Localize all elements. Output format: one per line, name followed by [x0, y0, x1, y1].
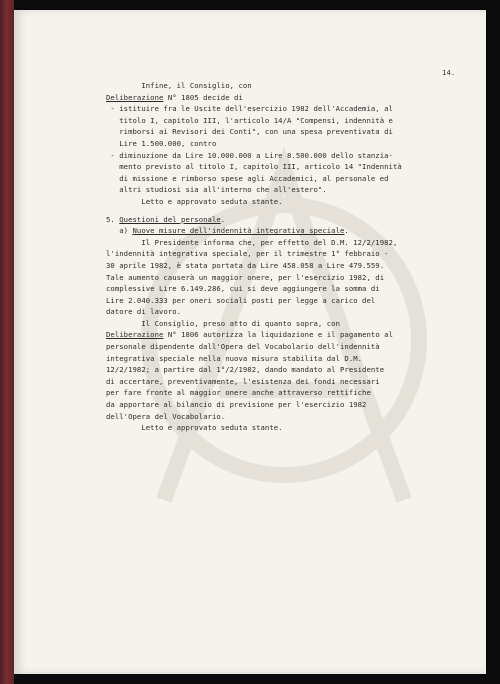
text-line — [106, 103, 476, 115]
line-text: 30 aprile 1982, è stata portata da Lire 458.058 a Lire 479.559. — [106, 260, 385, 270]
text-line — [106, 353, 476, 365]
line-text: Il Consiglio, preso atto di quanto sopra, con — [106, 318, 340, 328]
line-text: . — [344, 226, 349, 236]
text-line — [106, 126, 476, 138]
line-text: N° 1806 autorizza la liquidazione e il pagamento al — [163, 330, 393, 340]
text-line — [106, 376, 476, 388]
line-text: N° 1805 decide di — [163, 92, 243, 102]
line-text: mento previsto al titolo I, capitolo III, articolo 14 "Indennità — [106, 162, 402, 172]
page-number: 14. — [442, 68, 456, 77]
text-line — [106, 161, 476, 173]
line-text: altri studiosi sia all'interno che all'estero". — [106, 185, 327, 195]
text-line — [106, 295, 476, 307]
text-line — [106, 364, 476, 376]
text-line — [106, 318, 476, 330]
line-text: dell'Opera del Vocabolario. — [106, 411, 226, 421]
underlined-heading: Nuove misure dell'indennità integrativa speciale — [132, 226, 345, 236]
underlined-heading: Deliberazione — [106, 330, 164, 340]
line-text: . — [220, 214, 226, 224]
document-body — [106, 80, 476, 434]
line-prefix: a) — [106, 226, 133, 236]
line-text: complessive Lire 6.149.286, cui si deve aggiungere la somma di — [106, 284, 380, 294]
book-spine — [0, 0, 14, 684]
text-line — [106, 306, 476, 318]
line-text: di accertare, preventivamente, l'esistenza dei fondi necessari — [106, 376, 380, 386]
line-text: Lire 1.500.000, contro — [106, 138, 217, 148]
text-line — [106, 248, 476, 260]
text-line — [106, 399, 476, 411]
line-text: Il Presidente informa che, per effetto del D.M. 12/2/1982, — [106, 237, 398, 247]
line-text: l'indennità integrativa speciale, per il trimestre 1° febbraio - — [106, 249, 389, 259]
text-line — [106, 272, 476, 284]
line-text: 12/2/1982; a partire dal 1°/2/1982, dando mandato al Presidente — [106, 365, 385, 375]
underlined-heading: Questioni del personale — [119, 214, 221, 224]
line-text: personale dipendente dall'Opera del Vocabolario dell'indennità — [106, 342, 380, 352]
line-text: rimborsi ai Revisori dei Conti", con una spesa preventivata di — [106, 127, 393, 137]
text-line — [106, 80, 476, 92]
line-text: datore di lavoro. — [106, 307, 182, 317]
line-text: Infine, il Consiglio, con — [106, 81, 252, 90]
text-line — [106, 329, 476, 341]
document-page — [14, 10, 486, 674]
text-line — [106, 138, 476, 150]
line-text: da apportare al bilancio di previsione per l'esercizio 1982 — [106, 400, 367, 410]
text-line — [106, 173, 476, 185]
text-line — [106, 115, 476, 127]
text-line — [106, 214, 476, 226]
text-line — [106, 260, 476, 272]
line-text: - istituire fra le Uscite dell'esercizio 1982 dell'Accademia, al — [106, 104, 393, 114]
line-prefix: 5. — [106, 214, 120, 224]
text-line — [106, 422, 476, 434]
text-line — [106, 150, 476, 162]
line-text: Letto e approvato seduta stante. — [106, 423, 283, 433]
text-line — [106, 196, 476, 208]
text-line — [106, 184, 476, 196]
line-text: Letto e approvato seduta stante. — [106, 196, 283, 206]
line-text: integrativa speciale nella nuova misura stabilita dal D.M. — [106, 353, 363, 363]
text-line — [106, 225, 476, 237]
text-line — [106, 387, 476, 399]
line-text: titolo I, capitolo III, l'articolo 14/A "Compensi, indennità e — [106, 115, 393, 125]
text-line — [106, 92, 476, 104]
text-line — [106, 341, 476, 353]
line-text: di missione e rimborso spese agli Accademici, al personale ed — [106, 173, 389, 183]
line-text: - diminuzione da Lire 10.000.000 a Lire 8.500.000 dello stanzia- — [106, 150, 393, 160]
text-line — [106, 283, 476, 295]
line-text: Lire 2.040.333 per oneri sociali posti per legge a carico del — [106, 295, 376, 305]
line-text: Tale aumento causerà un maggior onere, per l'esercizio 1982, di — [106, 272, 385, 282]
text-line — [106, 411, 476, 423]
underlined-heading: Deliberazione — [106, 92, 164, 102]
text-line — [106, 237, 476, 249]
line-text: per fare fronte al maggior onere anche attraverso rettifiche — [106, 388, 371, 398]
